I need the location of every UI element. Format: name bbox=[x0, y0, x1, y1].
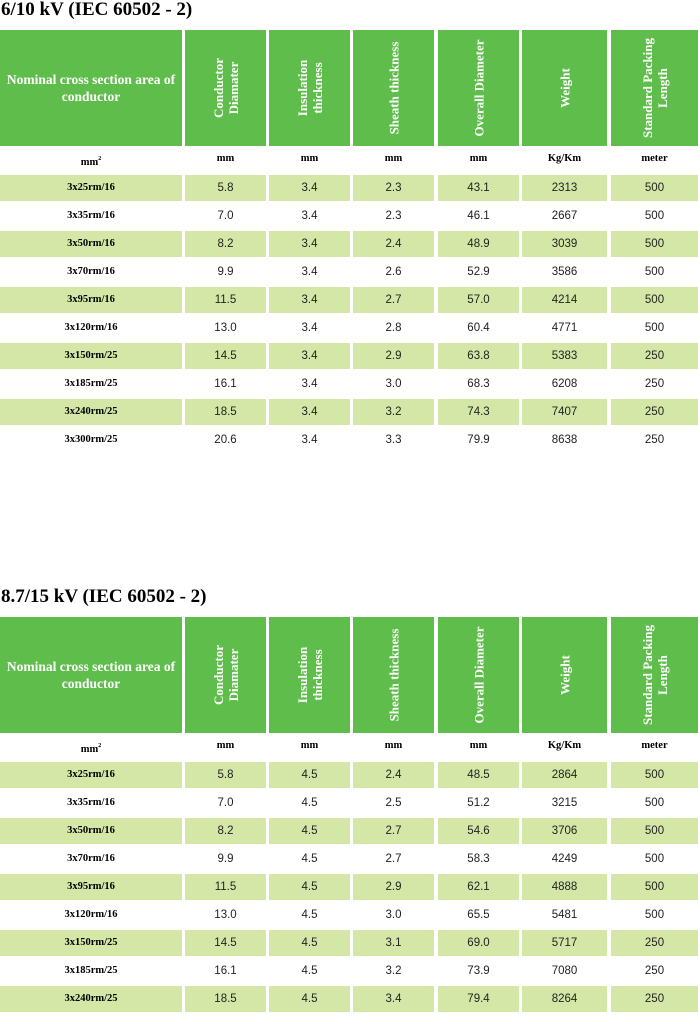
unit-superscript: 2 bbox=[98, 743, 102, 749]
section-title: 8.7/15 kV (IEC 60502 - 2) bbox=[1, 586, 207, 607]
unit-overall-diameter bbox=[438, 146, 519, 174]
cell-insulation-thickness: 4.5 bbox=[269, 762, 350, 788]
table-row bbox=[0, 342, 698, 370]
cell-weight: 7080 bbox=[551, 965, 578, 977]
cell-packing-length: 500 bbox=[644, 266, 665, 278]
header-sheath-thickness bbox=[353, 30, 434, 146]
cell-overall-diameter: 69.0 bbox=[438, 930, 519, 956]
header-packing-length bbox=[611, 30, 698, 146]
table-row bbox=[0, 761, 698, 789]
cell-weight: 4249 bbox=[551, 853, 578, 865]
cell-weight: 6208 bbox=[551, 378, 578, 390]
cell-insulation-thickness: 3.4 bbox=[301, 434, 318, 446]
header-conductor-diameter bbox=[185, 617, 266, 733]
cell-sheath-thickness: 2.9 bbox=[353, 874, 434, 900]
cell-sheath-thickness: 2.8 bbox=[385, 322, 402, 334]
cell-overall-diameter: 46.1 bbox=[467, 210, 490, 222]
cell-weight: 5383 bbox=[522, 343, 607, 369]
header-label: Weight bbox=[557, 655, 572, 695]
cell-overall-diameter: 48.9 bbox=[438, 231, 519, 257]
cell-name: 3x185rm/25 bbox=[64, 378, 118, 389]
cell-weight: 4214 bbox=[522, 287, 607, 313]
cell-sheath-thickness: 2.7 bbox=[353, 287, 434, 313]
table-row bbox=[0, 817, 698, 845]
unit-label: mm bbox=[216, 153, 235, 164]
cell-overall-diameter: 73.9 bbox=[467, 965, 490, 977]
cell-name: 3x50rm/16 bbox=[0, 818, 182, 844]
unit-label: mm bbox=[469, 740, 488, 751]
cell-sheath-thickness: 2.3 bbox=[353, 175, 434, 201]
table-row bbox=[0, 873, 698, 901]
header-label: Conductor Diamater bbox=[210, 645, 241, 705]
cell-sheath-thickness: 3.3 bbox=[385, 434, 402, 446]
table-row bbox=[0, 370, 698, 398]
header-sheath-thickness bbox=[353, 617, 434, 733]
table-row bbox=[0, 789, 698, 817]
unit-packing-length bbox=[611, 733, 698, 761]
unit-label: mm bbox=[469, 153, 488, 164]
table-row bbox=[0, 174, 698, 202]
table-header-row bbox=[0, 617, 698, 733]
unit-conductor-diameter bbox=[185, 146, 266, 174]
cell-overall-diameter: 52.9 bbox=[467, 266, 490, 278]
cell-insulation-thickness: 3.4 bbox=[301, 322, 318, 334]
cell-sheath-thickness: 2.9 bbox=[353, 343, 434, 369]
cell-sheath-thickness: 3.2 bbox=[353, 399, 434, 425]
unit-label: mm bbox=[300, 153, 319, 164]
cell-insulation-thickness: 4.5 bbox=[269, 930, 350, 956]
unit-label: mm bbox=[80, 744, 99, 755]
units-row bbox=[0, 146, 698, 174]
header-label: Conductor Diamater bbox=[210, 58, 241, 118]
cell-weight: 7407 bbox=[522, 399, 607, 425]
unit-overall-diameter bbox=[438, 733, 519, 761]
cell-insulation-thickness: 3.4 bbox=[301, 266, 318, 278]
unit-label: meter bbox=[641, 740, 668, 751]
cell-sheath-thickness: 2.7 bbox=[353, 818, 434, 844]
cell-name: 3x95rm/16 bbox=[0, 287, 182, 313]
cell-sheath-thickness: 2.7 bbox=[385, 853, 402, 865]
header-packing-length bbox=[611, 617, 698, 733]
cell-insulation-thickness: 4.5 bbox=[269, 874, 350, 900]
section-title: 6/10 kV (IEC 60502 - 2) bbox=[1, 0, 193, 20]
header-label: Overall Diameter bbox=[471, 39, 486, 137]
cell-conductor-diameter: 18.5 bbox=[185, 986, 266, 1012]
cell-weight: 2313 bbox=[522, 175, 607, 201]
cell-packing-length: 500 bbox=[644, 210, 665, 222]
cell-insulation-thickness: 4.5 bbox=[301, 909, 318, 921]
table-row bbox=[0, 985, 698, 1013]
cell-name: 3x50rm/16 bbox=[0, 231, 182, 257]
table-row bbox=[0, 230, 698, 258]
unit-label: Kg/Km bbox=[547, 740, 582, 751]
cell-conductor-diameter: 5.8 bbox=[185, 762, 266, 788]
cell-name: 3x95rm/16 bbox=[0, 874, 182, 900]
cell-overall-diameter: 68.3 bbox=[467, 378, 490, 390]
cell-name: 3x240rm/25 bbox=[0, 399, 182, 425]
header-insulation-thickness bbox=[269, 617, 350, 733]
cell-sheath-thickness: 3.0 bbox=[385, 378, 402, 390]
header-label: Weight bbox=[557, 68, 572, 108]
cell-insulation-thickness: 3.4 bbox=[269, 231, 350, 257]
cell-packing-length: 250 bbox=[644, 965, 665, 977]
cell-conductor-diameter: 11.5 bbox=[185, 287, 266, 313]
cell-weight: 3215 bbox=[551, 797, 578, 809]
cell-conductor-diameter: 7.0 bbox=[217, 797, 234, 809]
cell-packing-length: 250 bbox=[611, 343, 698, 369]
header-label: Standard Packing Length bbox=[639, 624, 670, 726]
cell-sheath-thickness: 3.2 bbox=[385, 965, 402, 977]
cell-insulation-thickness: 3.4 bbox=[269, 399, 350, 425]
cell-conductor-diameter: 9.9 bbox=[217, 266, 234, 278]
cell-insulation-thickness: 4.5 bbox=[301, 965, 318, 977]
cell-packing-length: 500 bbox=[644, 797, 665, 809]
cell-weight: 4888 bbox=[522, 874, 607, 900]
table-row bbox=[0, 398, 698, 426]
header-overall-diameter bbox=[438, 30, 519, 146]
cell-insulation-thickness: 3.4 bbox=[301, 210, 318, 222]
cell-name: 3x120rm/16 bbox=[64, 322, 118, 333]
cell-conductor-diameter: 20.6 bbox=[214, 434, 237, 446]
cell-insulation-thickness: 4.5 bbox=[269, 986, 350, 1012]
cell-packing-length: 500 bbox=[611, 874, 698, 900]
unit-label: mm bbox=[300, 740, 319, 751]
cell-weight: 3706 bbox=[522, 818, 607, 844]
units-row bbox=[0, 733, 698, 761]
cell-weight: 4771 bbox=[551, 322, 578, 334]
cell-name: 3x35rm/16 bbox=[67, 210, 115, 221]
cell-overall-diameter: 62.1 bbox=[438, 874, 519, 900]
cell-packing-length: 500 bbox=[611, 175, 698, 201]
cell-name: 3x150rm/25 bbox=[0, 343, 182, 369]
cell-conductor-diameter: 14.5 bbox=[185, 343, 266, 369]
table-row bbox=[0, 426, 698, 454]
header-weight bbox=[522, 30, 607, 146]
unit-sheath-thickness bbox=[353, 733, 434, 761]
cell-overall-diameter: 60.4 bbox=[467, 322, 490, 334]
cell-name: 3x300rm/25 bbox=[64, 434, 118, 445]
unit-packing-length bbox=[611, 146, 698, 174]
table-header-row bbox=[0, 30, 698, 146]
cell-weight: 5717 bbox=[522, 930, 607, 956]
header-name: Nominal cross section area of conductor bbox=[0, 30, 182, 146]
cell-conductor-diameter: 7.0 bbox=[217, 210, 234, 222]
cell-overall-diameter: 57.0 bbox=[438, 287, 519, 313]
cell-conductor-diameter: 5.8 bbox=[185, 175, 266, 201]
unit-weight bbox=[522, 146, 607, 174]
table-row bbox=[0, 202, 698, 230]
cell-overall-diameter: 58.3 bbox=[467, 853, 490, 865]
cell-name: 3x35rm/16 bbox=[67, 797, 115, 808]
cell-weight: 8638 bbox=[551, 434, 578, 446]
cell-sheath-thickness: 2.6 bbox=[385, 266, 402, 278]
cell-packing-length: 500 bbox=[611, 762, 698, 788]
cell-sheath-thickness: 2.5 bbox=[385, 797, 402, 809]
cell-insulation-thickness: 4.5 bbox=[269, 818, 350, 844]
cell-packing-length: 500 bbox=[644, 909, 665, 921]
cell-name: 3x120rm/16 bbox=[64, 909, 118, 920]
cell-name: 3x25rm/16 bbox=[0, 762, 182, 788]
cell-conductor-diameter: 18.5 bbox=[185, 399, 266, 425]
cell-conductor-diameter: 16.1 bbox=[214, 378, 237, 390]
cell-weight: 5481 bbox=[551, 909, 578, 921]
cell-name: 3x70rm/16 bbox=[67, 266, 115, 277]
cell-packing-length: 250 bbox=[611, 986, 698, 1012]
cell-overall-diameter: 74.3 bbox=[438, 399, 519, 425]
cell-conductor-diameter: 14.5 bbox=[185, 930, 266, 956]
table-row bbox=[0, 286, 698, 314]
header-weight bbox=[522, 617, 607, 733]
header-overall-diameter bbox=[438, 617, 519, 733]
cell-overall-diameter: 65.5 bbox=[467, 909, 490, 921]
cell-name: 3x185rm/25 bbox=[64, 965, 118, 976]
cell-conductor-diameter: 8.2 bbox=[185, 231, 266, 257]
unit-weight bbox=[522, 733, 607, 761]
cell-overall-diameter: 54.6 bbox=[438, 818, 519, 844]
unit-label: mm bbox=[384, 153, 403, 164]
cell-insulation-thickness: 4.5 bbox=[301, 797, 318, 809]
table-row bbox=[0, 258, 698, 286]
cell-overall-diameter: 79.4 bbox=[438, 986, 519, 1012]
unit-superscript: 2 bbox=[98, 156, 102, 162]
cell-packing-length: 500 bbox=[611, 231, 698, 257]
cell-conductor-diameter: 9.9 bbox=[217, 853, 234, 865]
unit-label: meter bbox=[641, 153, 668, 164]
cell-sheath-thickness: 3.4 bbox=[353, 986, 434, 1012]
cell-sheath-thickness: 3.0 bbox=[385, 909, 402, 921]
cell-weight: 2667 bbox=[551, 210, 578, 222]
table-row bbox=[0, 314, 698, 342]
cell-insulation-thickness: 4.5 bbox=[301, 853, 318, 865]
table-row bbox=[0, 845, 698, 873]
table-row bbox=[0, 957, 698, 985]
unit-label: mm bbox=[384, 740, 403, 751]
cell-insulation-thickness: 3.4 bbox=[301, 378, 318, 390]
cell-weight: 8264 bbox=[522, 986, 607, 1012]
header-conductor-diameter bbox=[185, 30, 266, 146]
table-row bbox=[0, 929, 698, 957]
cell-sheath-thickness: 2.3 bbox=[385, 210, 402, 222]
cell-conductor-diameter: 13.0 bbox=[214, 909, 237, 921]
cell-overall-diameter: 79.9 bbox=[467, 434, 490, 446]
cell-name: 3x25rm/16 bbox=[0, 175, 182, 201]
cell-conductor-diameter: 8.2 bbox=[185, 818, 266, 844]
cell-overall-diameter: 63.8 bbox=[438, 343, 519, 369]
header-label: Sheath thickness bbox=[386, 628, 401, 722]
cell-packing-length: 500 bbox=[611, 287, 698, 313]
unit-label: mm bbox=[80, 157, 99, 168]
cell-packing-length: 500 bbox=[644, 853, 665, 865]
cell-conductor-diameter: 11.5 bbox=[185, 874, 266, 900]
cell-conductor-diameter: 13.0 bbox=[214, 322, 237, 334]
cell-packing-length: 250 bbox=[611, 930, 698, 956]
unit-conductor-diameter bbox=[185, 733, 266, 761]
cell-weight: 3039 bbox=[522, 231, 607, 257]
unit-sheath-thickness bbox=[353, 146, 434, 174]
unit-name bbox=[0, 733, 182, 761]
cell-sheath-thickness: 2.4 bbox=[353, 762, 434, 788]
unit-label: Kg/Km bbox=[547, 153, 582, 164]
header-label: Overall Diameter bbox=[471, 626, 486, 724]
cell-name: 3x240rm/25 bbox=[0, 986, 182, 1012]
header-label: Standard Packing Length bbox=[639, 37, 670, 139]
cell-packing-length: 500 bbox=[644, 322, 665, 334]
cell-sheath-thickness: 3.1 bbox=[353, 930, 434, 956]
cell-insulation-thickness: 3.4 bbox=[269, 287, 350, 313]
cell-insulation-thickness: 3.4 bbox=[269, 175, 350, 201]
cell-name: 3x70rm/16 bbox=[67, 853, 115, 864]
cell-name: 3x150rm/25 bbox=[0, 930, 182, 956]
unit-label: mm bbox=[216, 740, 235, 751]
header-insulation-thickness bbox=[269, 30, 350, 146]
cell-overall-diameter: 51.2 bbox=[467, 797, 490, 809]
unit-insulation-thickness bbox=[269, 146, 350, 174]
cell-overall-diameter: 43.1 bbox=[438, 175, 519, 201]
cell-packing-length: 500 bbox=[611, 818, 698, 844]
header-label: Insulation thickness bbox=[294, 646, 325, 704]
unit-insulation-thickness bbox=[269, 733, 350, 761]
cell-sheath-thickness: 2.4 bbox=[353, 231, 434, 257]
cell-overall-diameter: 48.5 bbox=[438, 762, 519, 788]
unit-name bbox=[0, 146, 182, 174]
header-name: Nominal cross section area of conductor bbox=[0, 617, 182, 733]
cell-packing-length: 250 bbox=[611, 399, 698, 425]
cell-insulation-thickness: 3.4 bbox=[269, 343, 350, 369]
cell-packing-length: 250 bbox=[644, 378, 665, 390]
table-row bbox=[0, 901, 698, 929]
cell-weight: 3586 bbox=[551, 266, 578, 278]
header-label: Insulation thickness bbox=[294, 59, 325, 117]
cell-conductor-diameter: 16.1 bbox=[214, 965, 237, 977]
header-label: Sheath thickness bbox=[386, 41, 401, 135]
cell-weight: 2864 bbox=[522, 762, 607, 788]
cell-packing-length: 250 bbox=[644, 434, 665, 446]
